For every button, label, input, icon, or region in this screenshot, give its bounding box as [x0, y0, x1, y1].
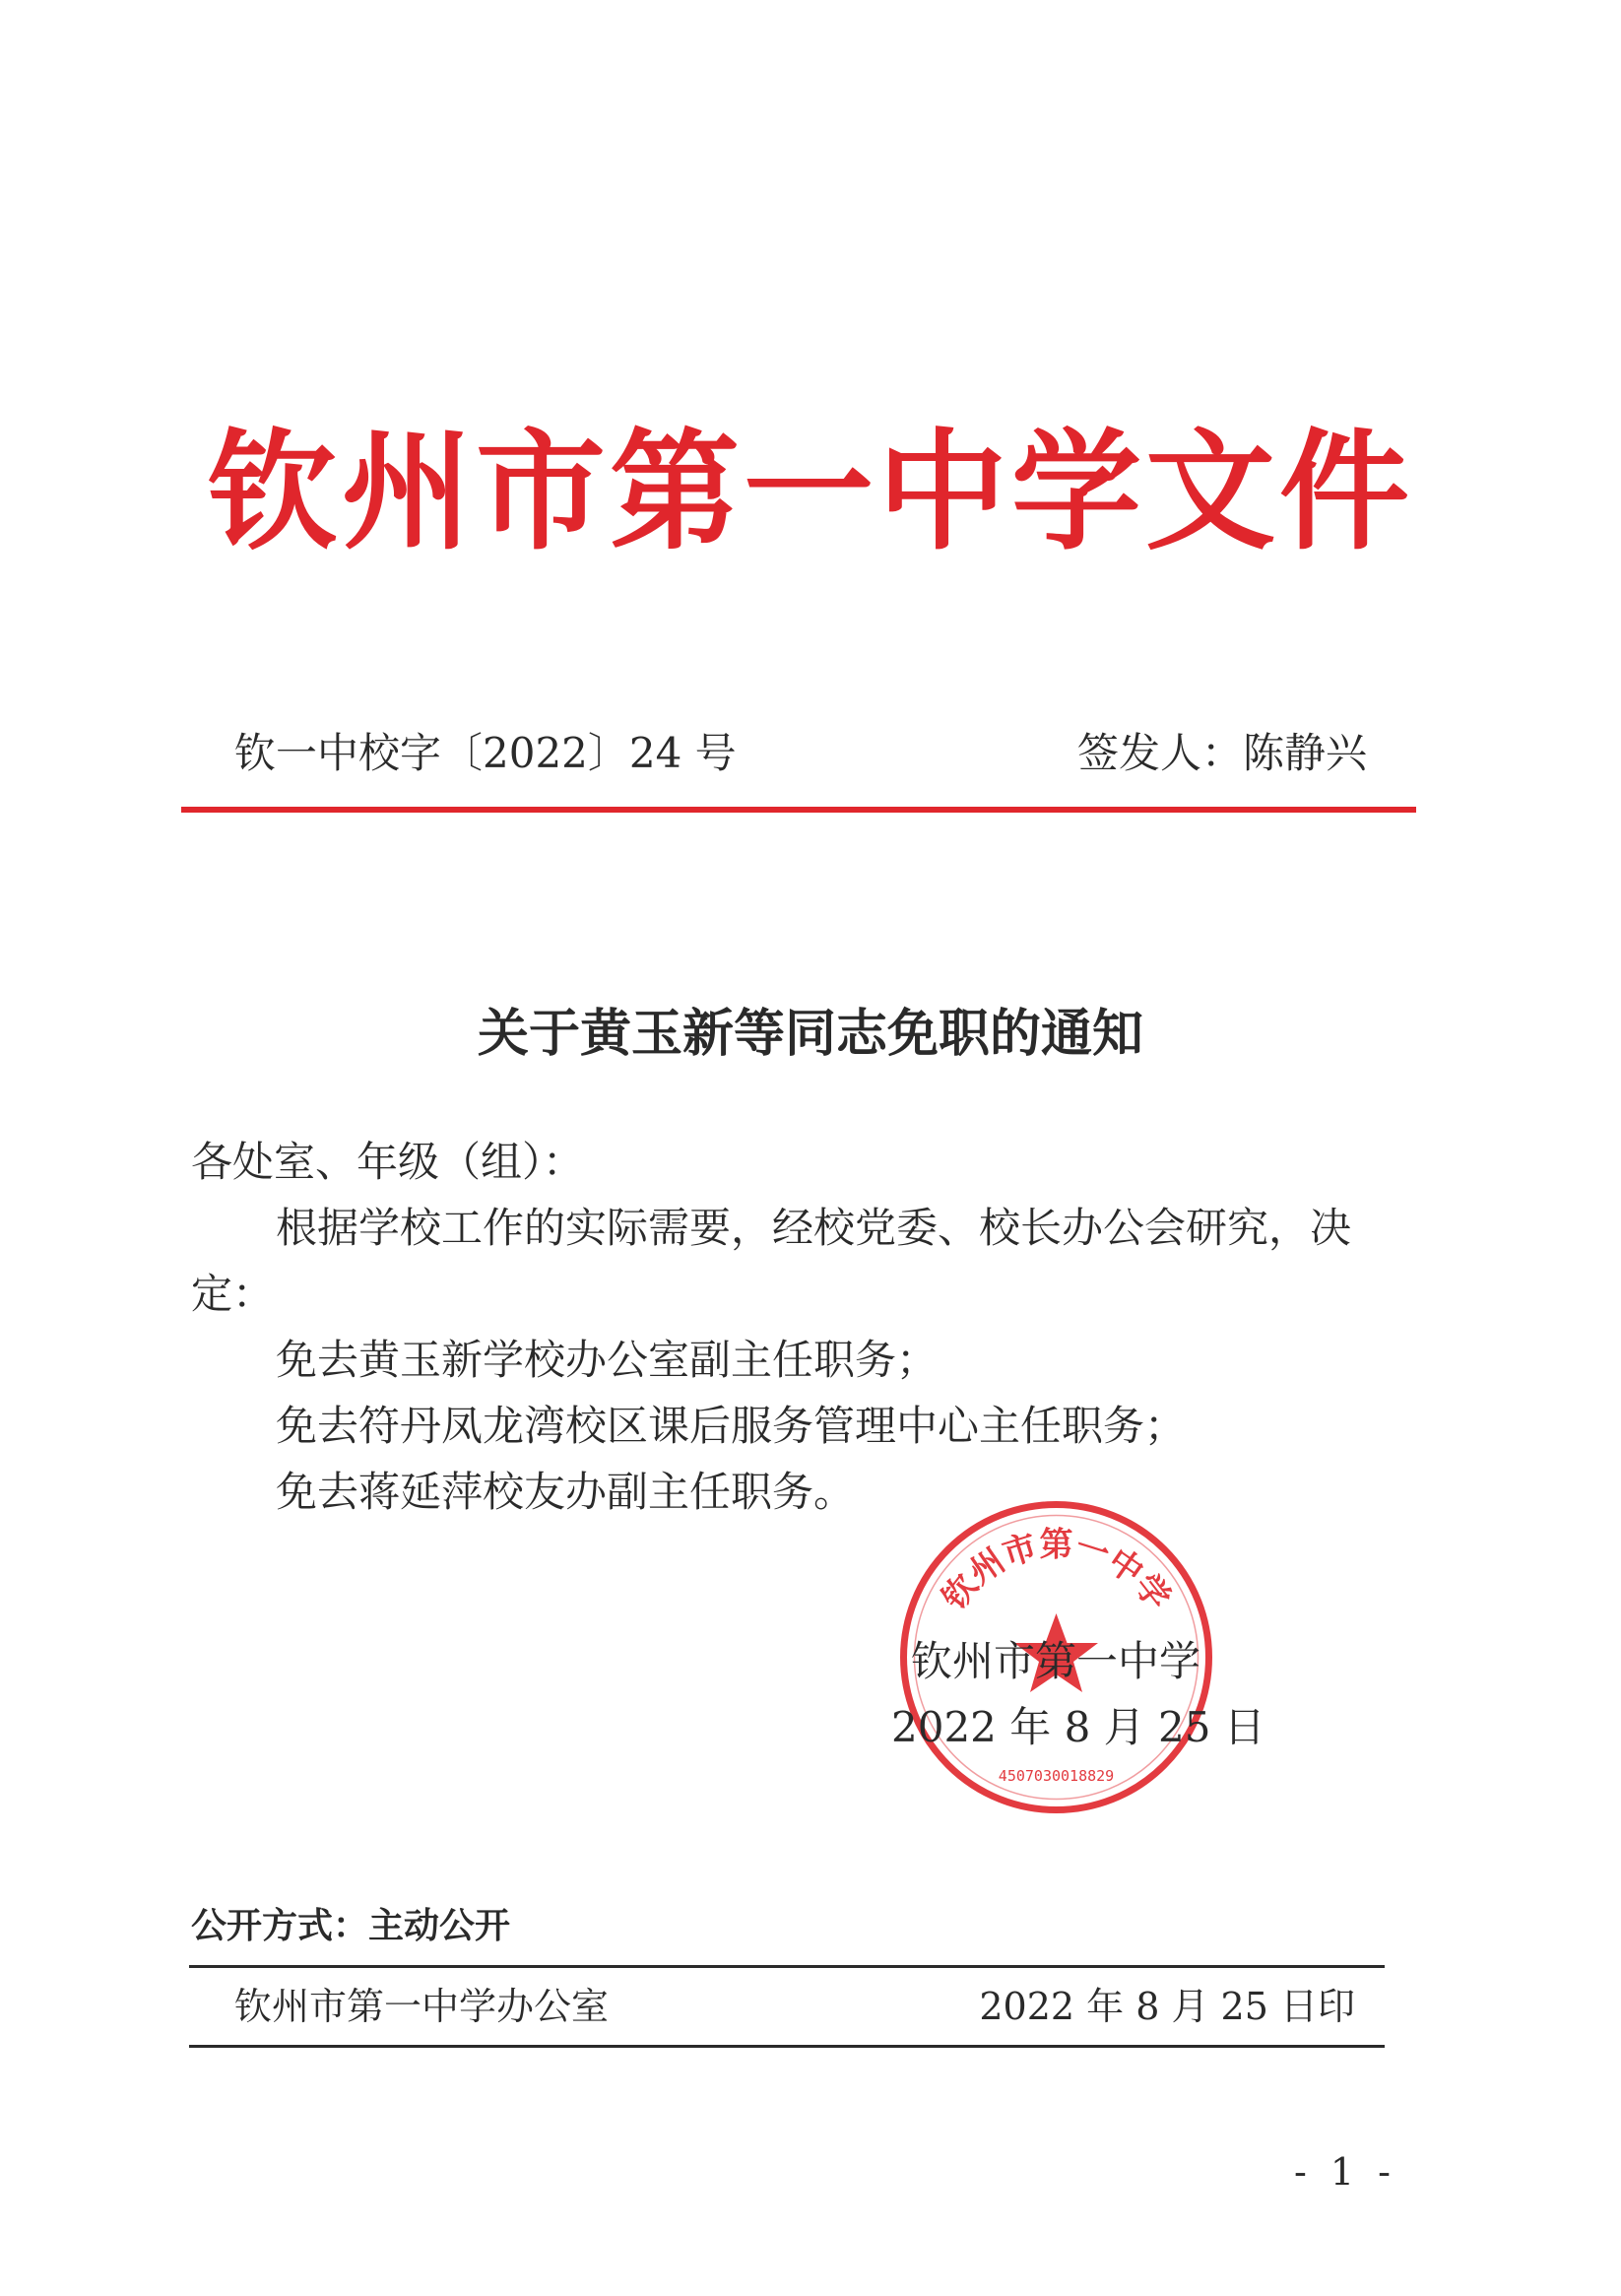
document-header: 钦州市第一中学文件	[208, 416, 1413, 568]
page-number: - 1 -	[1293, 2150, 1396, 2194]
salutation: 各处室、年级（组）：	[191, 1138, 585, 1186]
seal-outer-text: 钦州市第一中学	[935, 1525, 1178, 1618]
signer: 签发人：陈静兴	[1076, 729, 1367, 777]
notice-item: 免去蒋延萍校友办副主任职务。	[276, 1468, 856, 1516]
header-red-rule	[181, 807, 1416, 813]
notice-item: 免去黄玉新学校办公室副主任职务；	[276, 1336, 939, 1384]
issuing-office: 钦州市第一中学办公室	[234, 1985, 610, 2028]
notice-title: 关于黄玉新等同志免职的通知	[477, 1004, 1143, 1064]
seal-serial: 4507030018829	[998, 1767, 1115, 1785]
document-number: 钦一中校字〔2022〕24 号	[234, 729, 737, 777]
notice-item: 免去符丹凤龙湾校区课后服务管理中心主任职务；	[276, 1402, 1187, 1450]
footer-rule-top	[189, 1965, 1385, 1968]
paragraph-line: 根据学校工作的实际需要，经校党委、校长办公会研究，决	[276, 1204, 1352, 1252]
disclosure-method: 公开方式：主动公开	[191, 1906, 511, 1946]
paragraph-line: 定：	[191, 1270, 275, 1318]
issue-date: 2022 年 8 月 25 日	[891, 1703, 1265, 1751]
footer-rule-bottom	[189, 2045, 1385, 2048]
issuer-name: 钦州市第一中学	[911, 1637, 1201, 1685]
print-date: 2022 年 8 月 25 日印	[979, 1985, 1355, 2028]
